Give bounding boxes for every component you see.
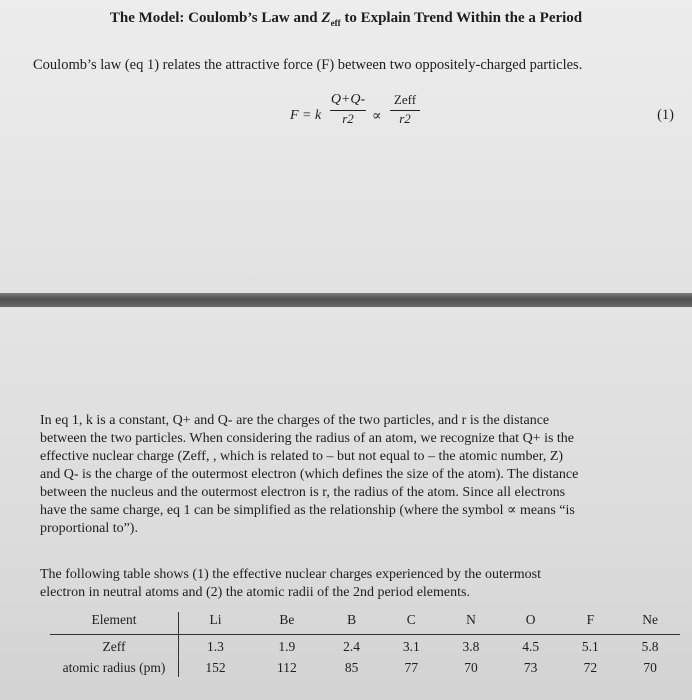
equation-fraction <box>328 92 368 127</box>
radius-cell: 85 <box>344 659 359 675</box>
element-cell: C <box>381 612 441 635</box>
paragraph-line: proportional to”). <box>40 521 138 536</box>
radius-cell: 152 <box>205 659 226 675</box>
table-intro-line: The following table shows (1) the effective nuclear charges experienced by the outermost <box>40 567 541 582</box>
page-divider <box>0 293 692 307</box>
table-intro <box>40 566 680 602</box>
zeff-cell: 3.8 <box>462 639 480 654</box>
row-label-radius: atomic radius (pm) <box>50 658 179 677</box>
paragraph-line: have the same charge, eq 1 can be simplified as the relationship (where the symbol ∝ means “is <box>40 503 575 518</box>
radius-cell: 112 <box>276 659 297 675</box>
equation-numerator-zeff: Zeff <box>393 92 417 107</box>
table-header-row <box>50 612 680 635</box>
element-cell: Be <box>252 612 322 635</box>
radius-cell: 70 <box>464 659 478 675</box>
paragraph-line: In eq 1, k is a constant, Q+ and Q- are the charges of the two particles, and r is the distance <box>40 413 550 428</box>
paragraph-line: and Q- is the charge of the outermost electron (which defines the size of the atom). The distance <box>40 467 579 482</box>
element-table <box>50 612 680 677</box>
radius-cell: 70 <box>643 659 657 675</box>
intro-text: Coulomb’s law (eq 1) relates the attractive force (F) between two oppositely-charged particles. <box>33 57 583 73</box>
zeff-cell: 2.4 <box>343 639 361 654</box>
page-title: The Model: Coulomb’s Law and $Z_{eff}$ to Explain Trend Within the a Period <box>109 10 583 28</box>
radius-cell: 72 <box>583 659 598 675</box>
zeff-cell: 5.8 <box>641 639 659 654</box>
zeff-cell: 1.9 <box>278 639 296 654</box>
row-label-zeff: Zeff <box>50 635 179 659</box>
table-row-zeff <box>50 635 680 659</box>
equation-fraction-zeff <box>388 92 422 127</box>
equation-denominator: r2 <box>342 111 354 126</box>
equation-number: (1) <box>657 107 674 123</box>
element-cell: Ne <box>620 612 680 635</box>
element-cell: F <box>561 612 621 635</box>
equation-lhs: F = k <box>290 108 322 123</box>
zeff-cell: 1.3 <box>207 639 224 654</box>
zeff-cell: 3.1 <box>402 639 420 654</box>
radius-cell: 73 <box>523 659 538 675</box>
element-cell: O <box>501 612 561 635</box>
element-cell: Li <box>179 612 252 635</box>
paragraph-line: between the two particles. When considering the radius of an atom, we recognize that Q+ is the <box>40 431 575 446</box>
element-cell: B <box>322 612 382 635</box>
proportional-symbol: ∝ <box>372 109 382 124</box>
coulomb-equation <box>284 92 444 142</box>
table-row-radius <box>50 658 680 677</box>
paragraph-line: between the nucleus and the outermost electron is r, the radius of the atom. Since all electrons <box>40 485 566 500</box>
explanation-paragraph <box>40 412 680 538</box>
table-intro-line: electron in neutral atoms and (2) the atomic radii of the 2nd period elements. <box>40 585 470 600</box>
zeff-cell: 5.1 <box>581 639 599 654</box>
radius-cell: 77 <box>404 659 419 675</box>
element-cell: N <box>441 612 501 635</box>
equation-numerator: Q+Q- <box>330 92 366 107</box>
header-label: Element <box>50 612 179 635</box>
paragraph-line: effective nuclear charge (Zeff, , which is related to – but not equal to – the atomic number, Z) <box>40 449 564 464</box>
zeff-cell: 4.5 <box>522 639 540 654</box>
equation-denominator-zeff: r2 <box>399 111 411 126</box>
page-top <box>0 0 692 293</box>
